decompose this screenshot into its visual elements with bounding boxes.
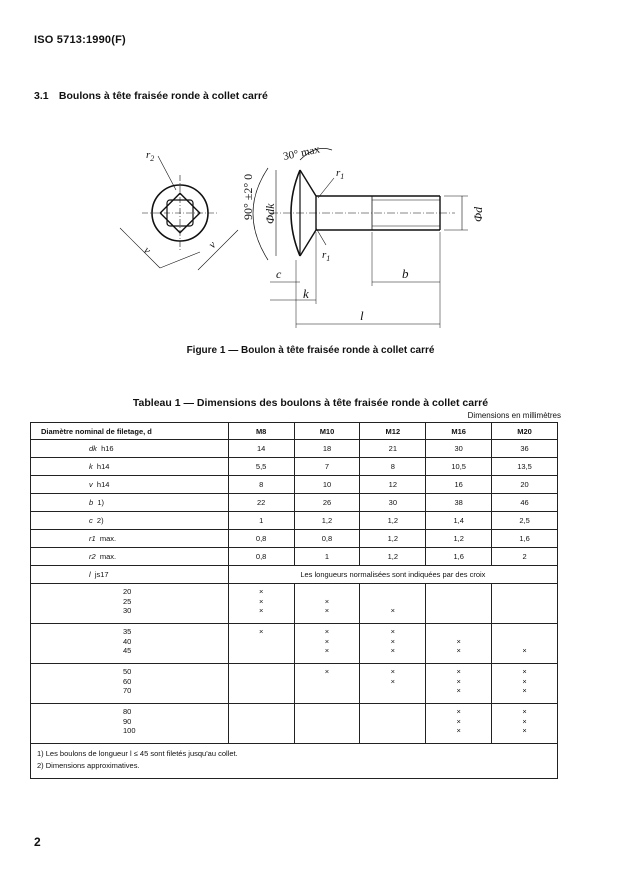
row-label — [31, 530, 229, 548]
length-marks — [228, 664, 294, 704]
standard-header: ISO 5713:1990(F) — [34, 34, 126, 46]
length-marks: × × × — [492, 664, 558, 704]
table-row-dk — [31, 440, 558, 458]
length-marks: × × × — [492, 704, 558, 744]
dk-label: Φdk — [263, 203, 277, 224]
table-cell: 20 — [492, 476, 558, 494]
table-cell: 26 — [294, 494, 360, 512]
table-cell: 1,4 — [426, 512, 492, 530]
length-marks: × — [294, 664, 360, 704]
row-tolerance: max. — [99, 552, 117, 561]
table-row-l — [31, 566, 558, 584]
length-marks: × × × — [426, 704, 492, 744]
table-cell: 13,5 — [492, 458, 558, 476]
table-cell: 1,6 — [492, 530, 558, 548]
angle-90-label: 90° ±2° 0 — [241, 173, 255, 220]
table-cell: 1,6 — [426, 548, 492, 566]
length-values: 35 40 45 — [31, 624, 229, 664]
length-group-row — [31, 704, 558, 744]
footnote: 1) Les boulons de longueur l ≤ 45 sont filetés jusqu'au collet. — [37, 749, 238, 758]
table-cell: 22 — [228, 494, 294, 512]
table-row-c — [31, 512, 558, 530]
length-group-row — [31, 664, 558, 704]
table-cell: 1 — [228, 512, 294, 530]
length-marks — [294, 704, 360, 744]
row-tolerance: h14 — [96, 462, 110, 471]
table-cell: 46 — [492, 494, 558, 512]
table-cell: 30 — [426, 440, 492, 458]
table-cell: 16 — [426, 476, 492, 494]
r1-bottom-label: $r_1$ — [322, 249, 331, 263]
row-label — [31, 476, 229, 494]
footnotes — [31, 744, 558, 779]
length-values: 80 90 100 — [31, 704, 229, 744]
row-symbol: dk — [89, 444, 97, 453]
table-cell: 14 — [228, 440, 294, 458]
table-row-b — [31, 494, 558, 512]
page-number: 2 — [34, 835, 41, 849]
length-values: 20 25 30 — [31, 584, 229, 624]
table-header-row — [31, 423, 558, 440]
b-label: b — [402, 266, 409, 281]
row-label — [31, 494, 229, 512]
length-marks — [228, 704, 294, 744]
table-cell: 0,8 — [294, 530, 360, 548]
length-marks — [492, 584, 558, 624]
row-symbol: r1 — [89, 534, 96, 543]
table-cell: 1,2 — [360, 530, 426, 548]
header-size-m10: M10 — [294, 423, 360, 440]
row-tolerance: 1) — [97, 498, 105, 507]
table-cell: 5,5 — [228, 458, 294, 476]
row-label — [31, 512, 229, 530]
row-symbol: v — [89, 480, 93, 489]
length-marks: × × — [360, 664, 426, 704]
figure-caption: Figure 1 — Boulon à tête fraisée ronde à collet carré — [186, 345, 435, 356]
row-symbol: l — [89, 570, 91, 579]
table-cell: 18 — [294, 440, 360, 458]
length-values: 50 60 70 — [31, 664, 229, 704]
row-symbol: b — [89, 498, 94, 507]
row-symbol: r2 — [89, 552, 96, 561]
length-marks: × — [360, 584, 426, 624]
table-cell: 30 — [360, 494, 426, 512]
row-symbol: k — [89, 462, 93, 471]
row-tolerance: h14 — [96, 480, 110, 489]
row-tolerance: max. — [99, 534, 117, 543]
table-row-k — [31, 458, 558, 476]
length-marks — [360, 704, 426, 744]
table-cell: 10,5 — [426, 458, 492, 476]
l-label: l — [360, 308, 364, 323]
table-row-r1 — [31, 530, 558, 548]
length-marks: × × × — [228, 584, 294, 624]
section-number: 3.1 — [34, 90, 49, 102]
table-cell: 12 — [360, 476, 426, 494]
dimensions-table — [30, 422, 558, 779]
bolt-technical-drawing — [0, 120, 621, 335]
table-cell: 2 — [492, 548, 558, 566]
v-label-2: v — [206, 239, 219, 251]
row-label — [31, 458, 229, 476]
table-row-v — [31, 476, 558, 494]
row-label — [31, 548, 229, 566]
row-symbol: c — [89, 516, 93, 525]
r1-top-label: $r_1$ — [336, 167, 345, 181]
length-note: Les longueurs normalisées sont indiquées par des croix — [228, 566, 557, 584]
table-cell: 38 — [426, 494, 492, 512]
header-size-m20: M20 — [492, 423, 558, 440]
length-group-row — [31, 584, 558, 624]
length-marks: × — [492, 624, 558, 664]
row-label — [31, 566, 229, 584]
table-cell: 10 — [294, 476, 360, 494]
row-tolerance: 2) — [96, 516, 104, 525]
section-title: Boulons à tête fraisée ronde à collet carré — [58, 90, 268, 102]
table-cell: 36 — [492, 440, 558, 458]
length-marks: × × — [426, 624, 492, 664]
units-note: Dimensions en millimètres — [467, 411, 561, 420]
header-size-m16: M16 — [426, 423, 492, 440]
table-cell: 0,8 — [228, 530, 294, 548]
length-marks: × × — [294, 584, 360, 624]
table-caption: Tableau 1 — Dimensions des boulons à tête fraisée ronde à collet carré — [132, 397, 489, 409]
footnote: 2) Dimensions approximatives. — [37, 761, 140, 770]
table-cell: 0,8 — [228, 548, 294, 566]
d-label: Φd — [471, 206, 485, 222]
bolt-head-front-view — [120, 156, 238, 270]
bolt-side-view — [253, 148, 468, 328]
v-label-1: v — [141, 244, 153, 257]
table-cell: 7 — [294, 458, 360, 476]
table-cell: 8 — [228, 476, 294, 494]
notes-row — [31, 744, 558, 779]
table-row-r2 — [31, 548, 558, 566]
length-group-row — [31, 624, 558, 664]
table-cell: 1,2 — [294, 512, 360, 530]
k-label: k — [303, 286, 309, 301]
table-cell: 1,2 — [360, 512, 426, 530]
length-marks — [426, 584, 492, 624]
table-cell: 1 — [294, 548, 360, 566]
row-label — [31, 440, 229, 458]
c-label: c — [276, 267, 282, 281]
table-cell: 21 — [360, 440, 426, 458]
header-size-m8: M8 — [228, 423, 294, 440]
r2-label: $r_2$ — [146, 149, 155, 163]
length-marks: × × × — [360, 624, 426, 664]
length-marks: × × × — [426, 664, 492, 704]
table-cell: 1,2 — [426, 530, 492, 548]
length-marks: × × × — [294, 624, 360, 664]
section-heading — [34, 90, 268, 102]
table-cell: 8 — [360, 458, 426, 476]
row-tolerance: js17 — [94, 570, 109, 579]
length-marks: × — [228, 624, 294, 664]
table-cell: 2,5 — [492, 512, 558, 530]
angle-30-label: 30° max — [282, 143, 321, 163]
header-size-m12: M12 — [360, 423, 426, 440]
table-cell: 1,2 — [360, 548, 426, 566]
header-diameter-label: Diamètre nominal de filetage, d — [31, 423, 229, 440]
row-tolerance: h16 — [101, 444, 114, 453]
